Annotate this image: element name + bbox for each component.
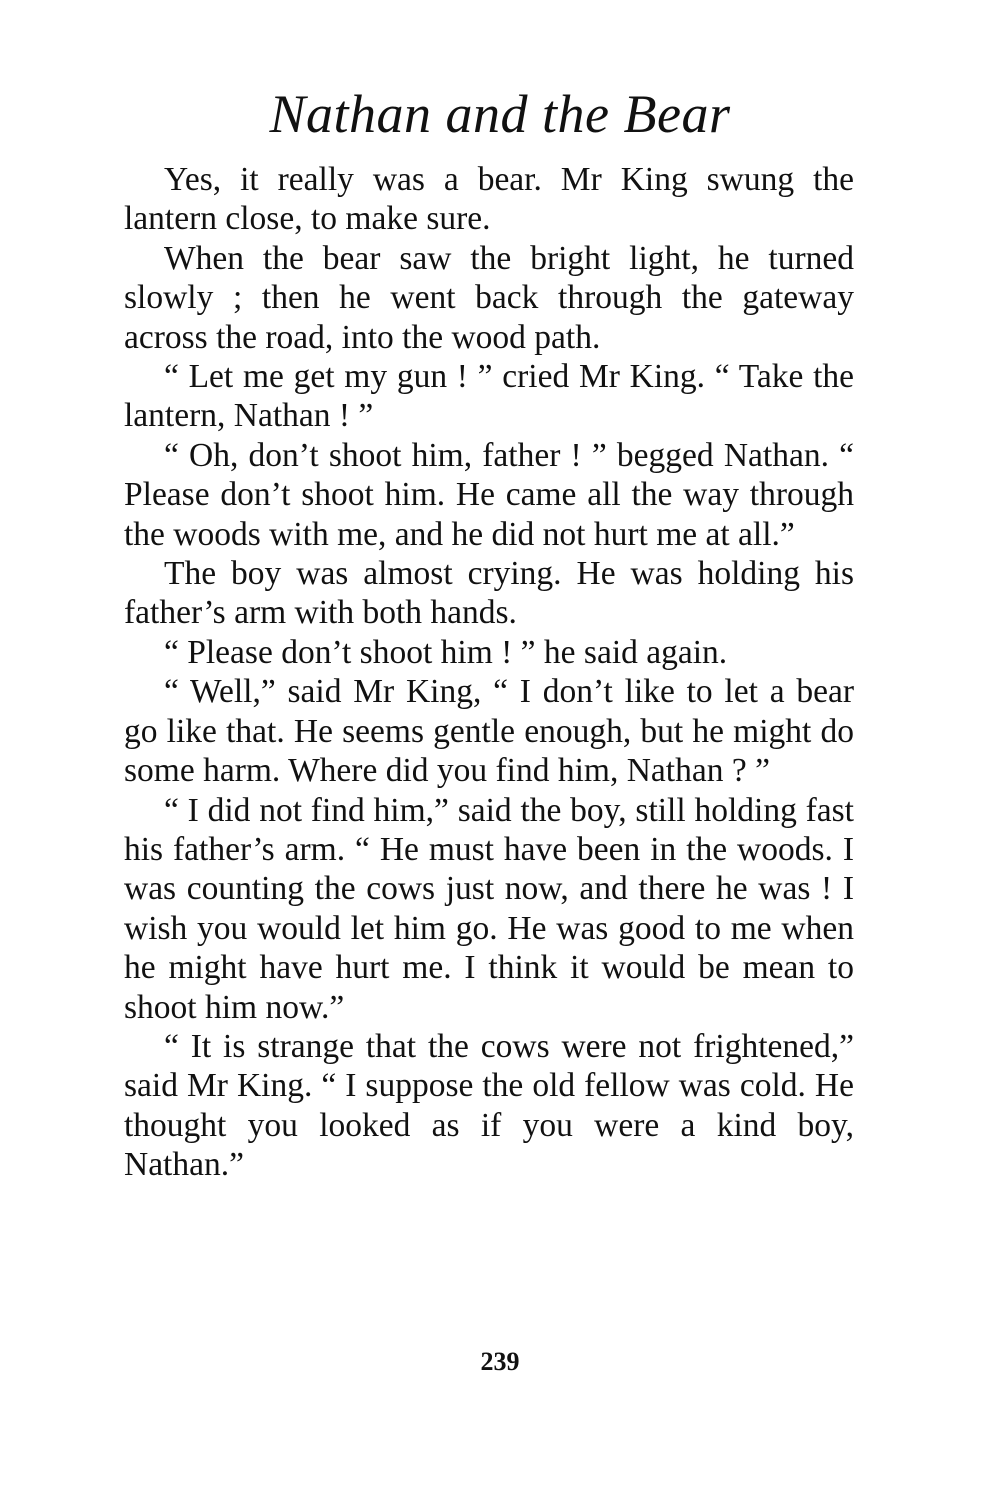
chapter-title: Nathan and the Bear	[269, 84, 731, 144]
body-text	[124, 160, 854, 1185]
paragraph: “ I did not find him,” said the boy, still holding fast his father’s arm. “ He must have been in the woods. I was counting the cows just now, and there he was ! I wish you would let him go. He was good to me when he might have hurt me. I think it would be mean to shoot him now.”	[124, 791, 854, 1026]
paragraph: “ Oh, don’t shoot him, father ! ” begged Nathan. “ Please don’t shoot him. He came all the way through the woods with me, and he did not hurt me at all.”	[124, 436, 854, 553]
paragraph: Yes, it really was a bear. Mr King swung the lantern close, to make sure.	[124, 161, 854, 238]
page-number: 239	[480, 1347, 520, 1376]
paragraph: “ Please don’t shoot him ! ” he said again.	[164, 633, 728, 671]
paragraph: “ Well,” said Mr King, “ I don’t like to let a bear go like that. He seems gentle enough, but he might do some harm. Where did you find him, Nathan ? ”	[124, 673, 854, 790]
paragraph: The boy was almost crying. He was holding his father’s arm with both hands.	[124, 555, 854, 632]
paragraph: When the bear saw the bright light, he turned slowly ; then he went back through the gateway across the road, into the wood path.	[124, 239, 854, 356]
paragraph: “ It is strange that the cows were not frightened,” said Mr King. “ I suppose the old fellow was cold. He thought you looked as if you were a kind boy, Nathan.”	[124, 1027, 854, 1184]
paragraph: “ Let me get my gun ! ” cried Mr King. “ Take the lantern, Nathan ! ”	[124, 358, 854, 435]
